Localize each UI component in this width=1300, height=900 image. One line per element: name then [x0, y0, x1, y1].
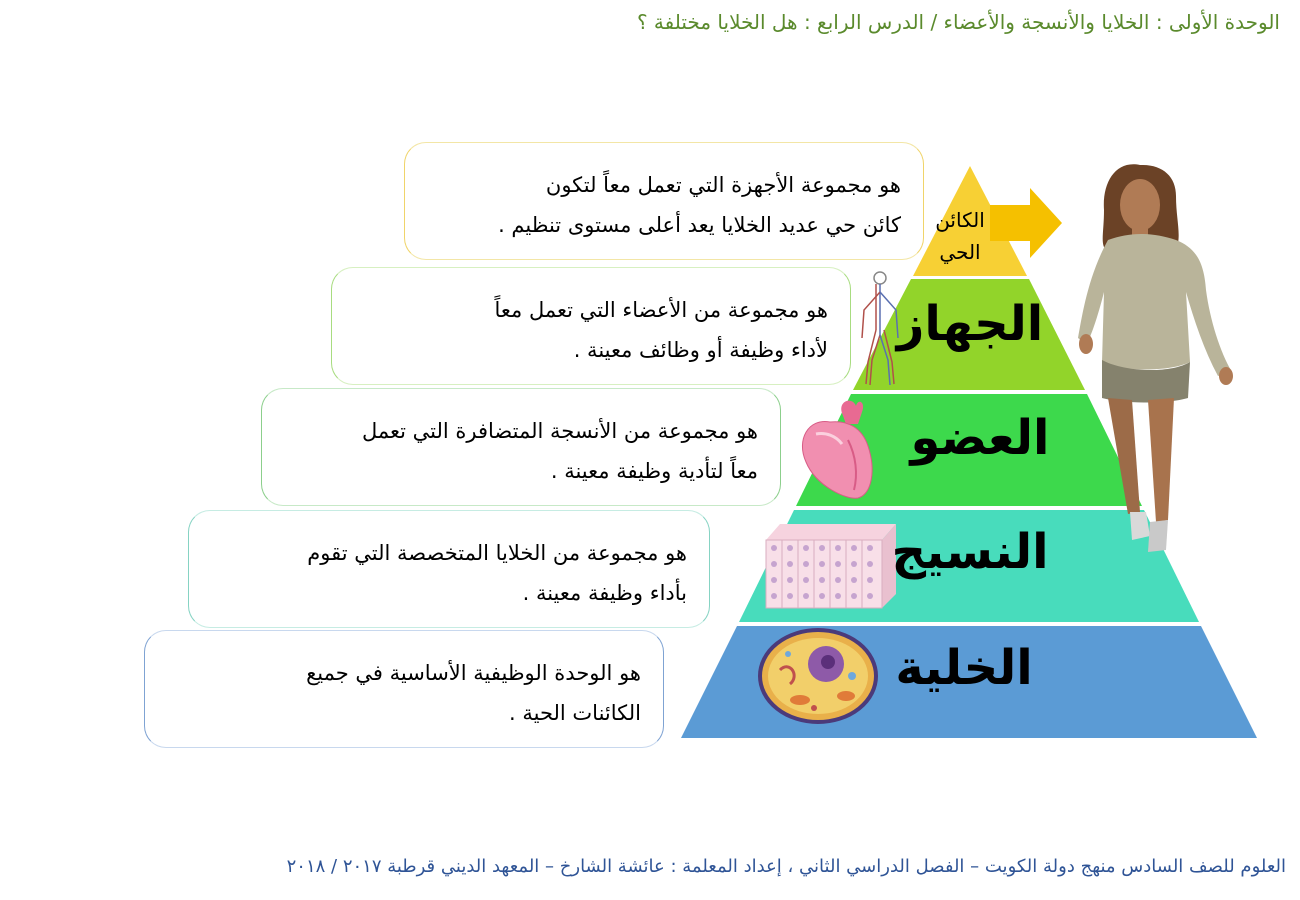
definition-line: هو مجموعة الأجهزة التي تعمل معاً لتكون [545, 173, 901, 197]
definition-line: هو مجموعة من الخلايا المتخصصة التي تقوم [307, 541, 687, 565]
definition-line: الكائنات الحية . [509, 701, 641, 725]
pyramid-label-tissue: النسيج [891, 524, 1049, 580]
label-line: الكائن [935, 208, 985, 232]
definition-line: هو مجموعة من الأعضاء التي تعمل معاً [494, 298, 828, 322]
definition-line: معاً لتأدية وظيفة معينة . [550, 459, 758, 483]
definition-line: هو مجموعة من الأنسجة المتضافرة التي تعمل [361, 419, 758, 443]
pyramid-label-organism [920, 204, 1000, 268]
pyramid-label-system: الجهاز [896, 296, 1044, 352]
lesson-title: الوحدة الأولى : الخلايا والأنسجة والأعضاء / الدرس الرابع : هل الخلايا مختلفة ؟ [636, 10, 1280, 34]
label-line: الحي [939, 240, 981, 264]
footer-credits: العلوم للصف السادس منهج دولة الكويت – الفصل الدراسي الثاني ، إعداد المعلمة : عائشة الشارخ – المعهد الديني قرطبة ٢٠١٧ / ٢٠١٨ [286, 856, 1286, 877]
definition-line: لأداء وظيفة أو وظائف معينة . [573, 338, 828, 362]
definition-line: كائن حي عديد الخلايا يعد أعلى مستوى تنظيم . [498, 213, 901, 237]
definition-line: هو الوحدة الوظيفية الأساسية في جميع [306, 661, 641, 685]
pyramid-label-cell: الخلية [895, 640, 1033, 696]
pyramid-label-organ: العضو [910, 410, 1050, 466]
definition-line: بأداء وظيفة معينة . [522, 581, 687, 605]
tissue-block-icon [766, 524, 896, 608]
animal-cell-icon [760, 630, 876, 722]
